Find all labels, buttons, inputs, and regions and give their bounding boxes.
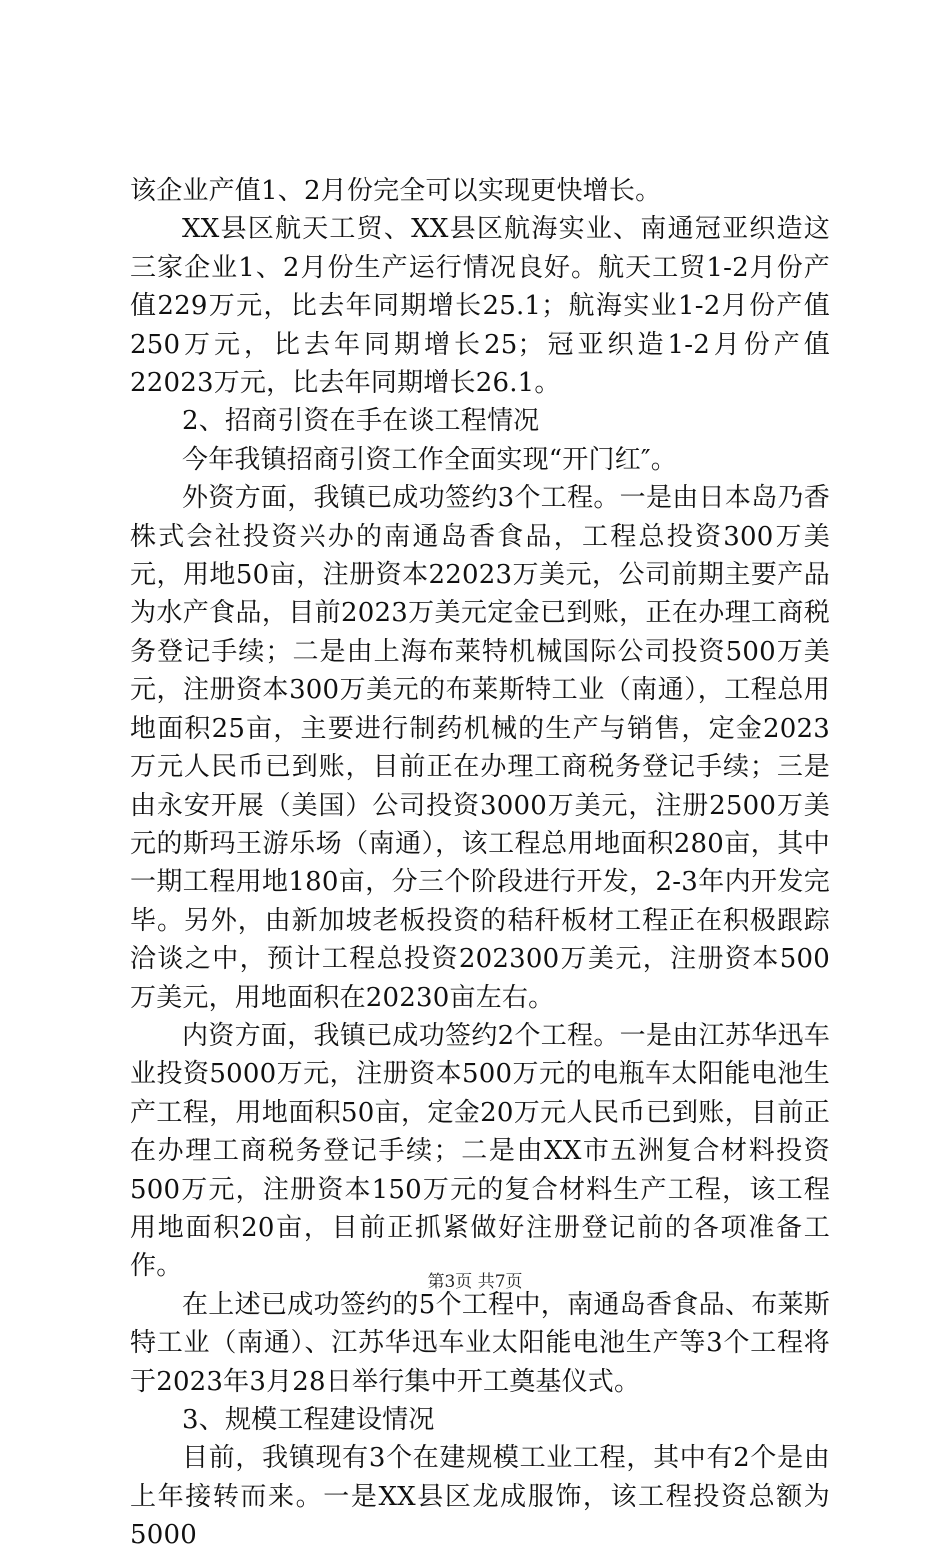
paragraph-intro: 今年我镇招商引资工作全面实现“开门红″。 bbox=[182, 444, 678, 475]
paragraph-projects: 目前，我镇现有3个在建规模工业工程，其中有2个是由上年接转而来。一是XX县区龙成服饰，该工程投资总额为5000 bbox=[130, 1443, 830, 1551]
body-text bbox=[130, 172, 830, 1555]
section-heading-investment: 2、招商引资在手在谈工程情况 bbox=[182, 406, 540, 437]
paragraph-enterprises: XX县区航天工贸、XX县区航海实业、南通冠亚织造这三家企业1、2月份生产运行情况良好。航天工贸1-2月份产值229万元，比去年同期增长25.1；航海实业1-2月份产值250万元，比去年同期增长25；冠亚织造1-2月份产值22023万元，比去年同期增长26.1。 bbox=[130, 214, 830, 399]
paragraph-continuation: 该企业产值1、2月份完全可以实现更快增长。 bbox=[130, 176, 662, 206]
page-number: 第3页 共7页 bbox=[427, 1272, 523, 1292]
paragraph-groundbreaking: 在上述已成功签约的5个工程中，南通岛香食品、布莱斯特工业（南通）、江苏华迅车业太阳能电池生产等3个工程将于2023年3月28日举行集中开工奠基仪式。 bbox=[130, 1289, 830, 1397]
paragraph-domestic-investment: 内资方面，我镇已成功签约2个工程。一是由江苏华迅车业投资5000万元，注册资本500万元的电瓶车太阳能电池生产工程，用地面积50亩，定金20万元人民币已到账，目前正在办理工商税务登记手续；二是由XX市五洲复合材料投资500万元，注册资本150万元的复合材料生产工程，该工程用地面积20亩，目前正抓紧做好注册登记前的各项准备工作。 bbox=[130, 1020, 830, 1282]
section-heading-projects: 3、规模工程建设情况 bbox=[182, 1405, 435, 1435]
paragraph-foreign-investment: 外资方面，我镇已成功签约3个工程。一是由日本岛乃香株式会社投资兴办的南通岛香食品，工程总投资300万美元，用地50亩，注册资本22023万美元，公司前期主要产品为水产食品，目前2023万美元定金已到账，正在办理工商税务登记手续；二是由上海布莱特机械国际公司投资500万美元，注册资本300万美元的布莱斯特工业（南通），工程总用地面积25亩，主要进行制药机械的生产与销售，定金2023万元人民币已到账，目前正在办理工商税务登记手续；三是由永安开展（美国）公司投资3000万美元，注册2500万美元的斯玛王游乐场（南通），该工程总用地面积280亩，其中一期工程用地180亩，分三个阶段进行开发，2-3年内开发完毕。另外，由新加坡老板投资的秸秆板材工程正在积极跟踪洽谈之中，预计工程总投资202300万美元，注册资本500万美元，用地面积在20230亩左右。 bbox=[130, 483, 830, 1013]
